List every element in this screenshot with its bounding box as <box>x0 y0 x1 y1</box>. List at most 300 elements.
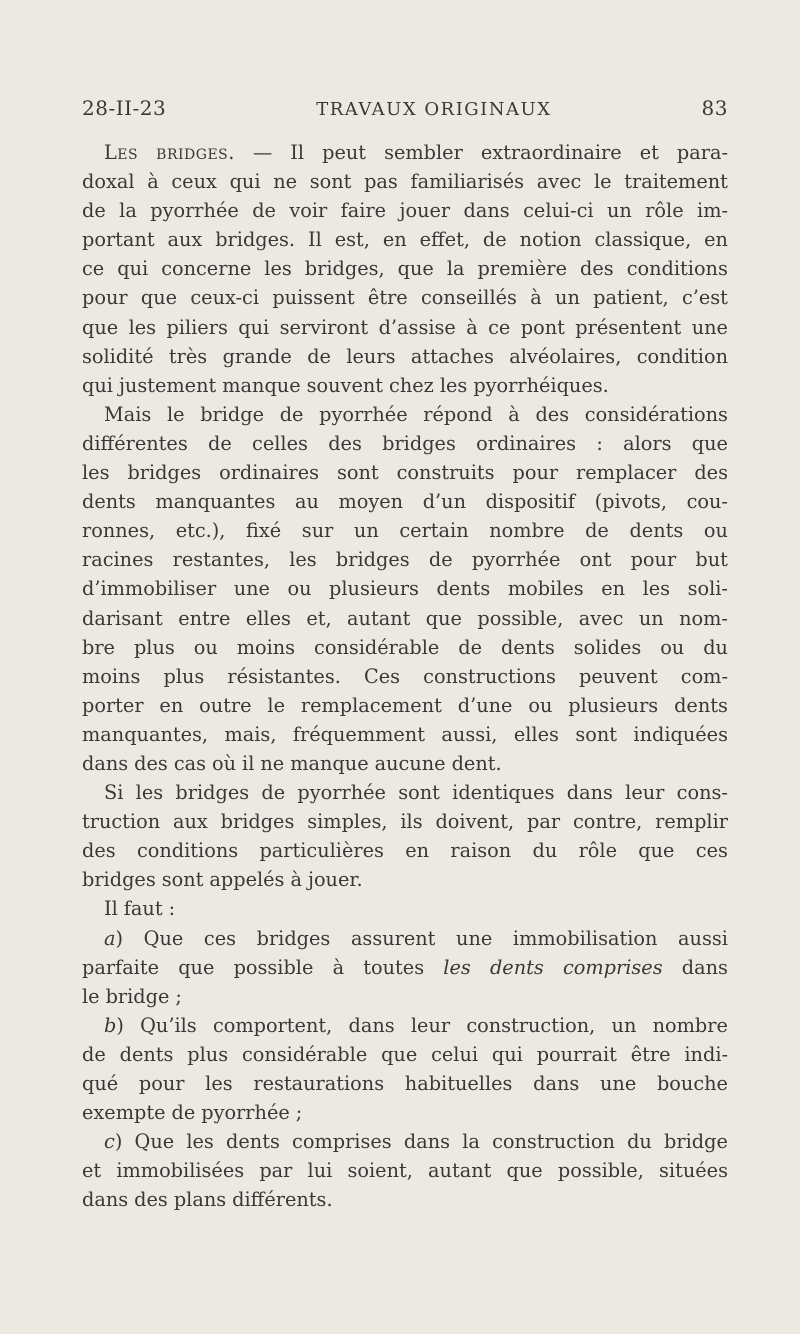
word: différents. <box>232 1188 333 1212</box>
word: — <box>252 141 273 164</box>
text-line <box>82 1040 728 1069</box>
word: pour <box>138 1072 185 1095</box>
word: manque <box>222 373 301 397</box>
word: qui <box>491 1042 523 1066</box>
word: Il <box>104 897 118 921</box>
word: immobilisation <box>512 926 658 950</box>
word: bridges <box>335 548 410 572</box>
body-text <box>82 138 728 1214</box>
word: dans <box>681 955 728 979</box>
word: une <box>456 926 493 950</box>
word: pyorrhée <box>319 402 408 426</box>
text-line <box>82 778 728 807</box>
word: à <box>466 315 478 339</box>
word: attaches <box>410 344 494 368</box>
word: im- <box>697 199 728 223</box>
word: pyorrhée <box>297 781 386 805</box>
page-number: 83 <box>701 96 728 120</box>
word: dents <box>489 955 544 979</box>
word: nombre <box>489 519 565 543</box>
word: situées <box>659 1159 728 1183</box>
word: conditions <box>136 839 239 863</box>
word: ou <box>703 519 728 543</box>
word: et, <box>306 606 332 630</box>
word: dents <box>674 693 728 717</box>
word: les <box>186 1130 214 1154</box>
word: des <box>694 461 728 485</box>
word: construits <box>396 461 495 485</box>
word: celui-ci <box>523 199 594 223</box>
word: moins <box>82 664 141 688</box>
word: exempte <box>82 1101 166 1125</box>
text-line <box>82 807 728 836</box>
word: racines <box>82 548 154 572</box>
word: ces <box>695 839 728 863</box>
word: moyen <box>338 490 404 514</box>
word: que <box>381 1042 418 1066</box>
word: dents <box>119 1042 174 1066</box>
word: de <box>585 519 609 543</box>
word: entre <box>178 606 231 630</box>
word: jouer. <box>307 868 363 892</box>
word: darisant <box>82 606 163 630</box>
word: pas <box>364 170 398 194</box>
word: traitement <box>624 170 728 194</box>
word: bridge <box>664 1130 728 1154</box>
word: à <box>147 170 159 194</box>
word: jouer <box>399 199 451 223</box>
word: piliers <box>166 315 228 339</box>
word: construction <box>492 1130 615 1154</box>
word: ceux-ci <box>190 286 260 310</box>
text-line <box>82 836 728 865</box>
word: ; <box>175 984 182 1008</box>
word: dents <box>500 635 555 659</box>
text-line <box>82 633 728 662</box>
word: un <box>606 199 632 223</box>
word: : <box>596 431 603 455</box>
text-line <box>82 1011 728 1040</box>
word: para- <box>676 141 728 164</box>
word: des <box>134 751 168 775</box>
word: simples, <box>307 810 388 834</box>
word: celles <box>252 431 308 455</box>
word: ces <box>203 926 236 950</box>
text-line <box>82 691 728 720</box>
word: ce <box>488 315 511 339</box>
word: Il <box>308 228 322 252</box>
word: peut <box>322 141 367 164</box>
word: qui <box>229 170 261 194</box>
word: le <box>166 402 185 426</box>
word: pyorrhée <box>150 199 239 223</box>
word: com- <box>680 664 728 688</box>
text-line <box>82 1098 728 1127</box>
word: bridges <box>175 781 250 805</box>
text-line <box>82 458 728 487</box>
word: possible <box>233 955 314 979</box>
text-line <box>82 254 728 283</box>
word: en <box>159 693 184 717</box>
word: Il <box>290 141 305 164</box>
word: souvent <box>306 373 384 397</box>
word: leur <box>625 781 665 805</box>
word: certain <box>399 519 469 543</box>
text-line <box>82 429 728 458</box>
word: du <box>627 1130 652 1154</box>
word: une <box>600 1072 637 1095</box>
word: bre <box>82 635 115 659</box>
word: mobiles <box>507 577 584 601</box>
text-line <box>82 283 728 312</box>
word: ; <box>295 1101 303 1125</box>
word: elles <box>513 722 559 746</box>
word: pont <box>520 315 565 339</box>
word: possible, <box>477 606 564 630</box>
word: en <box>382 228 407 252</box>
word: les <box>642 577 671 601</box>
word: un <box>353 519 379 543</box>
word: outre <box>199 693 252 717</box>
text-line <box>82 1156 728 1185</box>
word: les <box>439 373 468 397</box>
word: Que <box>143 926 184 950</box>
word: être <box>630 1042 671 1066</box>
word: dans <box>348 1013 395 1037</box>
word: manquantes <box>155 490 276 514</box>
word: que <box>506 1159 543 1183</box>
word: conditions <box>626 257 728 281</box>
word: restaurations <box>253 1072 385 1095</box>
word: le <box>82 984 100 1008</box>
word: ou <box>660 635 685 659</box>
word: bridge <box>200 402 265 426</box>
word: de <box>458 635 483 659</box>
word: résistantes. <box>227 664 341 688</box>
word: est, <box>334 228 370 252</box>
word: par <box>259 1159 293 1183</box>
word: ordinaires <box>219 461 320 485</box>
word: possible, <box>557 1159 644 1183</box>
word: pourrait <box>536 1042 617 1066</box>
word: sont <box>398 781 440 805</box>
word: Qu’ils <box>140 1013 197 1037</box>
word: serviront <box>279 315 369 339</box>
word: les <box>264 257 292 281</box>
word: pour <box>630 548 677 572</box>
word: Si <box>104 781 124 805</box>
word: immobilisées <box>116 1159 245 1183</box>
word: ce <box>82 257 105 281</box>
word: une <box>233 577 270 601</box>
word: cou- <box>686 490 728 514</box>
word: bridge <box>105 984 170 1008</box>
word: qui <box>82 373 113 397</box>
word: les <box>128 315 157 339</box>
word: sur <box>301 519 334 543</box>
word: comprises <box>562 955 663 979</box>
text-line <box>82 545 728 574</box>
word: ronnes, <box>82 519 156 543</box>
word: dents <box>436 577 491 601</box>
word: de <box>279 402 304 426</box>
word: indiquées <box>633 722 728 746</box>
word: et <box>639 141 659 164</box>
word: leur <box>410 1013 451 1037</box>
word: des <box>328 431 362 455</box>
word: sont <box>309 170 352 194</box>
word: à <box>508 402 520 426</box>
word: des <box>82 839 116 863</box>
word: être <box>367 286 408 310</box>
word: voir <box>289 199 328 223</box>
word: extraordinaire <box>480 141 622 164</box>
header-title: TRAVAUX ORIGINAUX <box>316 99 552 120</box>
word: et <box>82 1159 102 1183</box>
word: bridges <box>256 926 331 950</box>
word: cons- <box>676 781 728 805</box>
word: doivent, <box>435 810 515 834</box>
word: par <box>527 810 561 834</box>
word: du <box>703 635 728 659</box>
word: qué <box>82 1072 119 1095</box>
text-line <box>82 487 728 516</box>
word: faire <box>340 199 387 223</box>
word: Ces <box>363 664 401 688</box>
word: pour <box>82 286 128 310</box>
word: pyorrhéiques. <box>473 373 609 397</box>
word: aucune <box>374 751 446 775</box>
word: aussi <box>678 926 728 950</box>
text-line <box>82 982 728 1011</box>
word: un <box>555 286 580 310</box>
word: Mais <box>104 402 152 426</box>
word: bridges <box>82 868 156 892</box>
word: de <box>261 781 286 805</box>
word: particulières <box>259 839 384 863</box>
word: autant <box>347 606 411 630</box>
word: dans <box>403 1130 451 1154</box>
word: il <box>242 751 255 775</box>
word: plusieurs <box>568 693 659 717</box>
word: moins <box>236 635 296 659</box>
word: autant <box>428 1159 492 1183</box>
word: en <box>601 577 626 601</box>
word: répond <box>423 402 493 426</box>
word: présentent <box>575 315 682 339</box>
word: leurs <box>346 344 396 368</box>
word: en <box>405 839 430 863</box>
word: le <box>594 170 612 194</box>
word: habituelles <box>404 1072 513 1095</box>
word: bouche <box>656 1072 728 1095</box>
word: b) <box>104 1013 124 1037</box>
header-date: 28-II-23 <box>82 96 167 120</box>
word: identiques <box>452 781 555 805</box>
word: justement <box>118 373 217 397</box>
word: aux <box>167 228 203 252</box>
word: puissent <box>272 286 355 310</box>
word: solidité <box>82 344 154 368</box>
word: la <box>446 257 465 281</box>
word: (pivots, <box>594 490 667 514</box>
word: construction, <box>466 1013 596 1037</box>
word: que <box>140 286 178 310</box>
word: rôle <box>645 199 684 223</box>
word: ordinaires <box>476 431 577 455</box>
word: pyorrhée <box>201 1101 290 1125</box>
text-line <box>82 225 728 254</box>
word: ils <box>400 810 423 834</box>
word: dans <box>533 1072 580 1095</box>
word: peuvent <box>579 664 658 688</box>
word: Que <box>134 1130 175 1154</box>
word: parfaite <box>82 955 160 979</box>
word: truction <box>82 810 161 834</box>
word: contre, <box>572 810 643 834</box>
word: alvéolaires, <box>509 344 622 368</box>
word: dans <box>82 1188 129 1212</box>
word: : <box>168 897 176 921</box>
word: effet, <box>419 228 470 252</box>
word: bridges <box>220 810 295 834</box>
text-line <box>82 953 728 982</box>
word: sont <box>337 461 379 485</box>
word: dans <box>566 781 613 805</box>
text-line <box>82 924 728 953</box>
word: une <box>691 315 728 339</box>
word: faut <box>123 897 163 921</box>
text-line <box>82 313 728 342</box>
word: condition <box>636 344 728 368</box>
word: alors <box>623 431 672 455</box>
word: différentes <box>82 431 188 455</box>
word: les <box>443 955 471 979</box>
word: première <box>477 257 568 281</box>
word: bridges <box>382 431 456 455</box>
word: les <box>82 461 110 485</box>
text-line <box>82 400 728 429</box>
word: de <box>82 199 106 223</box>
word: que <box>638 839 675 863</box>
text-line <box>82 342 728 371</box>
word: de <box>482 228 507 252</box>
word: cas <box>173 751 207 775</box>
word: de <box>428 548 453 572</box>
text-line <box>82 865 728 894</box>
word: raison <box>450 839 512 863</box>
word: c’est <box>681 286 728 310</box>
word: ou <box>287 577 312 601</box>
word: a) <box>104 926 124 950</box>
word: un <box>638 606 664 630</box>
word: remplacement <box>300 693 442 717</box>
word: considérations <box>584 402 728 426</box>
word: sont <box>161 868 204 892</box>
word: à <box>332 955 345 979</box>
word: que <box>691 431 728 455</box>
word: que <box>82 315 119 339</box>
word: solides <box>573 635 642 659</box>
word: dans <box>463 199 510 223</box>
word: mais, <box>224 722 277 746</box>
text-line <box>82 196 728 225</box>
word: de <box>82 1042 106 1066</box>
word: remplir <box>655 810 728 834</box>
word: la <box>119 199 137 223</box>
text-line <box>82 749 728 778</box>
text-line <box>82 1127 728 1156</box>
word: patient, <box>593 286 669 310</box>
word: plus <box>187 1042 229 1066</box>
word: d’une <box>457 693 513 717</box>
running-head <box>82 96 728 120</box>
text-line <box>82 167 728 196</box>
word: c) <box>104 1130 123 1154</box>
word: nombre <box>652 1013 728 1037</box>
word: qui <box>117 257 149 281</box>
text-line <box>82 138 728 167</box>
word: grande <box>222 344 292 368</box>
word: ou <box>528 693 553 717</box>
word: restantes, <box>172 548 270 572</box>
word: plus <box>133 635 175 659</box>
word: dents <box>226 1130 280 1154</box>
word: conseillés <box>421 286 517 310</box>
word: ont <box>579 548 612 572</box>
word: à <box>530 286 542 310</box>
word: de <box>171 1101 196 1125</box>
word: constructions <box>423 664 556 688</box>
word: dents <box>629 519 684 543</box>
word: etc.), <box>175 519 226 543</box>
text-line <box>82 662 728 691</box>
word: les <box>205 1072 233 1095</box>
word: que <box>425 606 462 630</box>
word: bridges <box>127 461 202 485</box>
word: plans <box>173 1188 227 1212</box>
word: ceux <box>171 170 217 194</box>
text-line <box>82 516 728 545</box>
word: ne <box>273 170 298 194</box>
word: doxal <box>82 170 135 194</box>
word: appelés <box>209 868 285 892</box>
word: dispositif <box>485 490 576 514</box>
word: pour <box>512 461 559 485</box>
word: de <box>307 344 331 368</box>
word: du <box>532 839 558 863</box>
text-line <box>82 1185 728 1214</box>
word: nom- <box>679 606 728 630</box>
word: assurent <box>350 926 436 950</box>
word: des <box>134 1188 168 1212</box>
word: des <box>580 257 614 281</box>
word: soli- <box>687 577 728 601</box>
word: aux <box>172 810 208 834</box>
word: d’immobiliser <box>82 577 217 601</box>
word: d’un <box>422 490 466 514</box>
word: familiarisés <box>410 170 525 194</box>
word: sont <box>575 722 617 746</box>
word: concerne <box>161 257 252 281</box>
text-line <box>82 894 728 923</box>
word: portant <box>82 228 155 252</box>
word: dent. <box>451 751 502 775</box>
word: bridges. <box>156 141 235 164</box>
word: les <box>289 548 317 572</box>
word: plus <box>163 664 205 688</box>
word: celui <box>431 1042 479 1066</box>
